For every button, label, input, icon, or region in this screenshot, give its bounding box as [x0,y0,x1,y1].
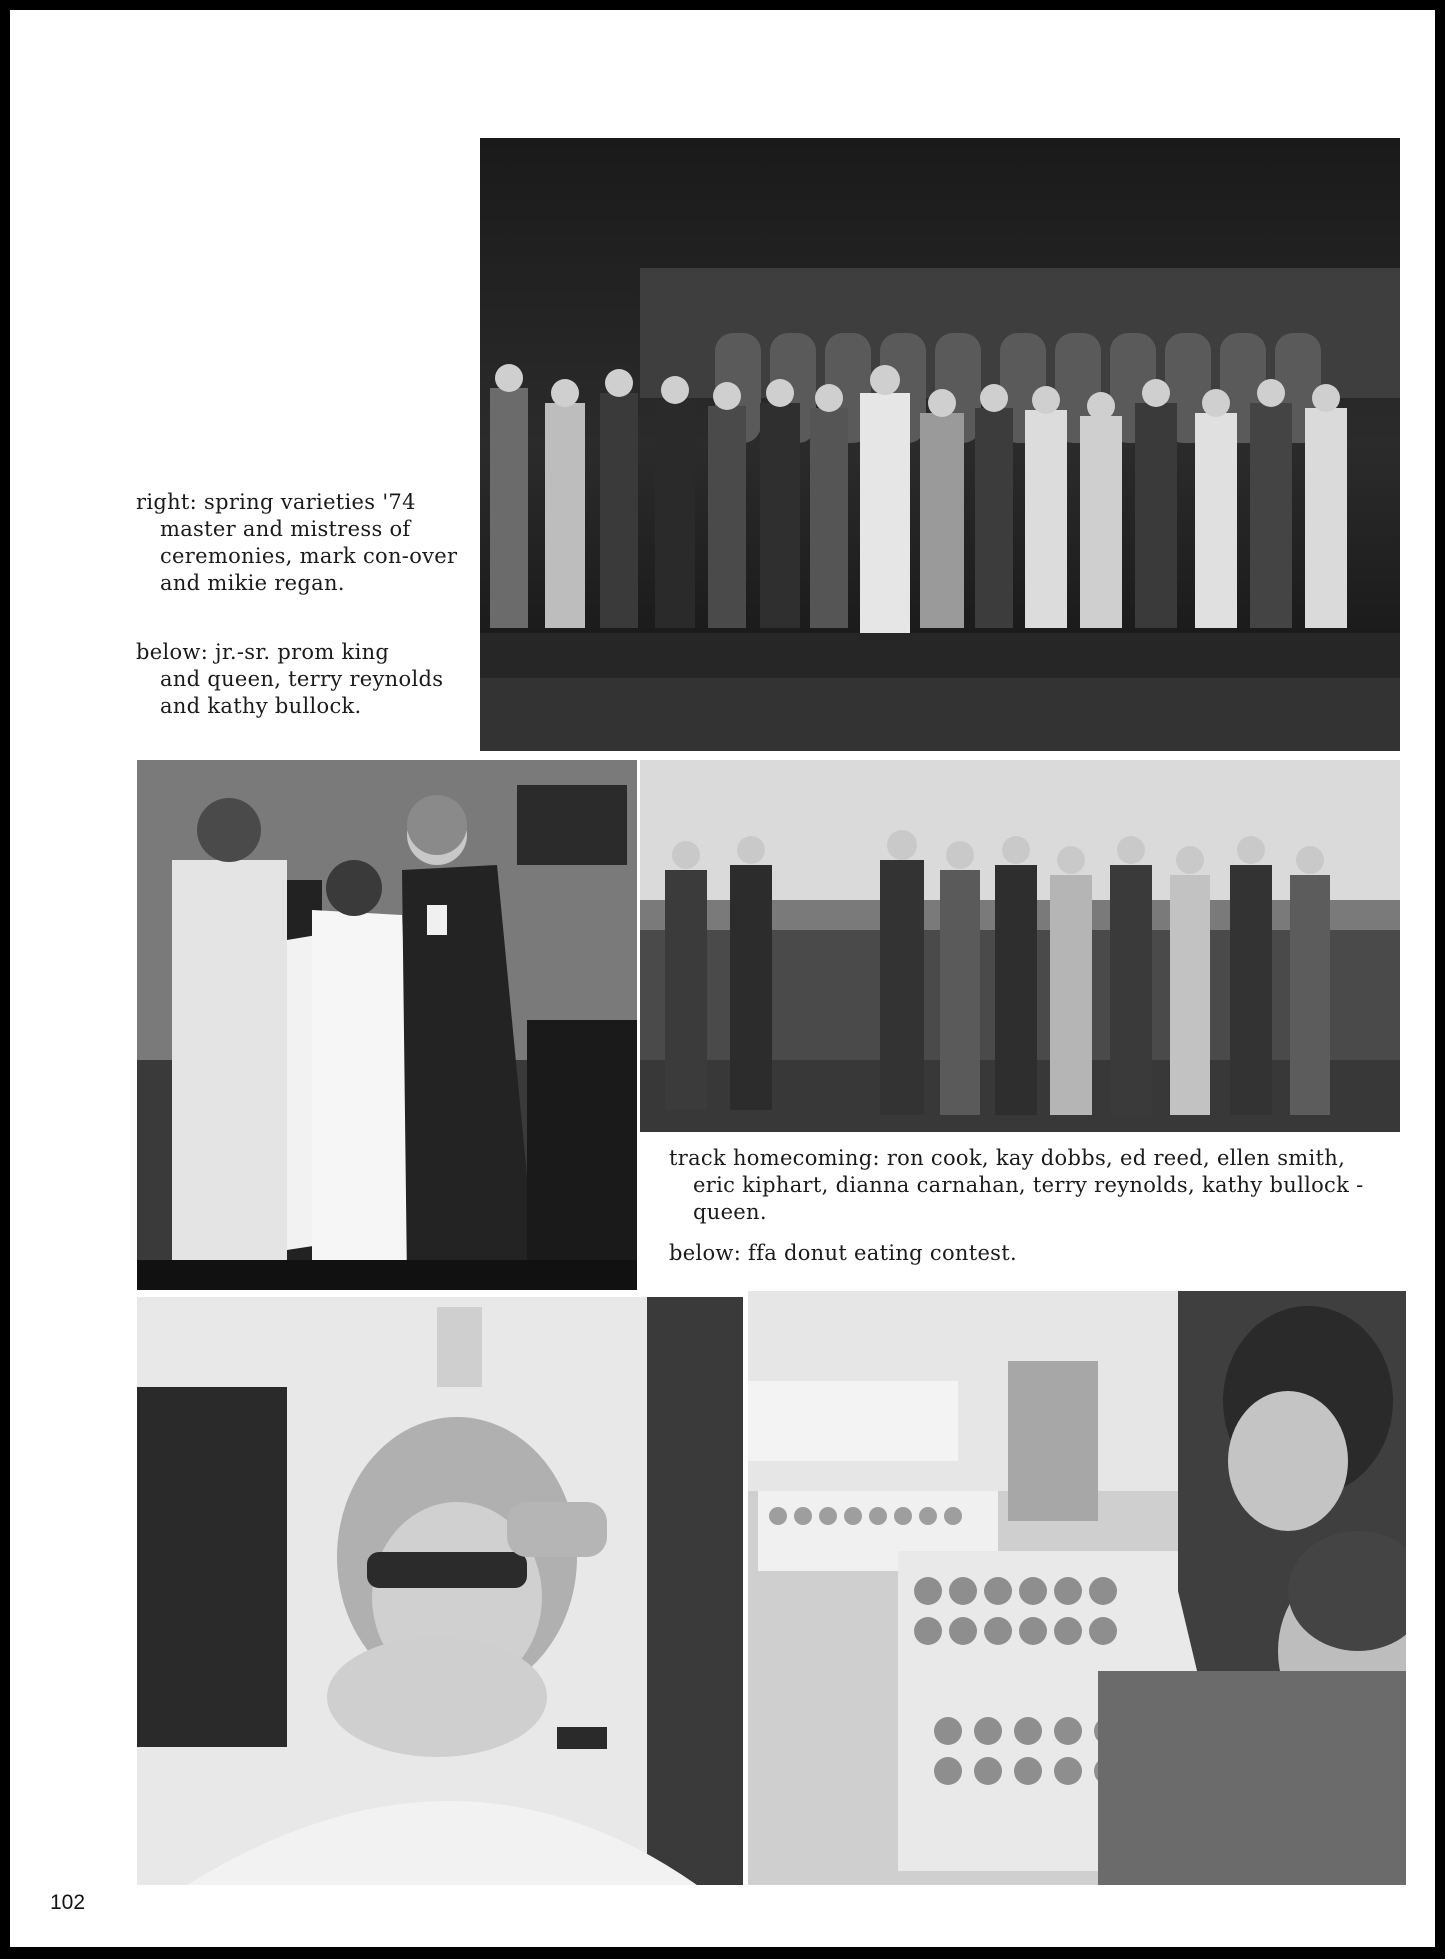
photo-track-homecoming [640,760,1400,1132]
caption-prom-body: and queen, terry reynolds and kathy bullock. [160,667,444,718]
yearbook-page [10,10,1435,1947]
caption-prom-line1: below: jr.-sr. prom king [136,640,390,664]
photo-prom-king-queen [137,760,637,1290]
page-number: 102 [50,1891,86,1914]
caption-spring-varieties-body: master and mistress of ceremonies, mark con-over and mikie regan. [160,517,458,595]
photo-donut-eater [137,1297,743,1885]
caption-track-body: eric kiphart, dianna carnahan, terry reynolds, kathy bullock - queen. [693,1173,1364,1224]
caption-track-homecoming [669,1145,1389,1226]
caption-spring-varieties [136,489,466,597]
caption-track-line1: track homecoming: ron cook, kay dobbs, ed reed, ellen smith, [669,1146,1346,1170]
photo-spring-varieties-stage [480,138,1400,751]
caption-ffa-line1: below: ffa donut eating contest. [669,1241,1017,1265]
caption-prom [136,639,466,720]
caption-spring-varieties-line1: right: spring varieties '74 [136,490,416,514]
caption-ffa-donut [669,1240,1369,1267]
photo-ffa-donut-table [748,1291,1406,1885]
